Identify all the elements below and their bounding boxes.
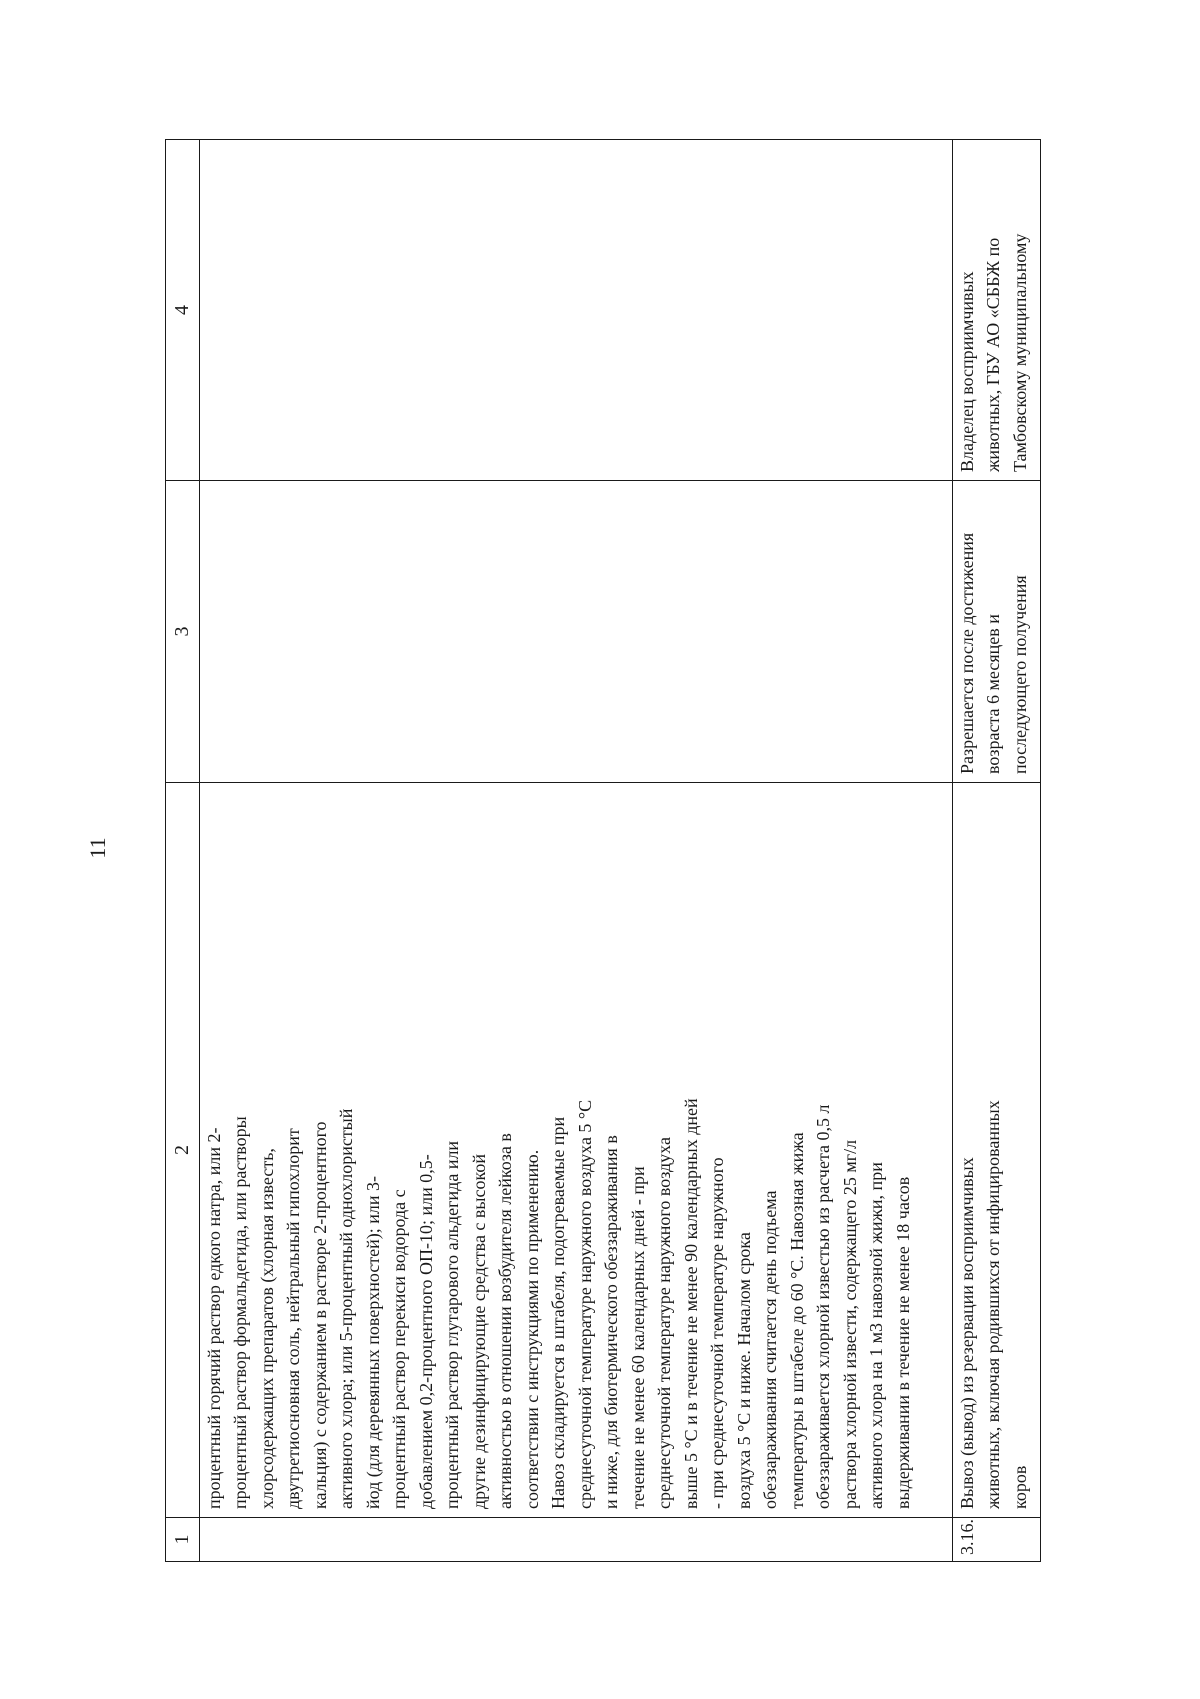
table-row: [199, 140, 952, 1562]
text-line: последующего получения: [1009, 575, 1030, 774]
text-line: активностью в отношении возбудителя лейкоза в: [495, 1133, 516, 1509]
text-line: среднесуточной температуре наружного воздуха 5 °С: [574, 1099, 595, 1509]
text-line: хлорсодержащих препаратов (хлорная известь,: [256, 1148, 277, 1509]
text-line: обеззараживается хлорной известью из расчета 0,5 л: [813, 1104, 834, 1509]
header-col-1: 1: [166, 1518, 200, 1562]
text-line: двутретиосновная соль, нейтральный гипохлорит: [283, 1128, 304, 1509]
text-line: выдерживании в течение не менее 18 часов: [892, 1176, 913, 1509]
text-line: активного хлора на 1 м3 навозной жижи, при: [866, 1162, 887, 1509]
text-line: течение не менее 60 календарных дней - при: [627, 1166, 648, 1509]
text-line: другие дезинфицирующие средства с высокой: [468, 1154, 489, 1509]
text-line: процентный раствор формальдегида, или растворы: [230, 1116, 251, 1509]
text-line: животных, ГБУ АО «СББЖ по: [983, 237, 1004, 472]
header-col-2: 2: [166, 783, 200, 1518]
text-line: Навоз складируется в штабеля, подогреваемые при: [548, 1116, 569, 1509]
text-line: среднесуточной температуре наружного воздуха: [654, 1137, 675, 1509]
text-line: животных, включая родившихся от инфицированных: [983, 1100, 1004, 1509]
text-line: выше 5 °С и в течение не менее 90 календарных дней: [680, 1098, 701, 1509]
text-line: и ниже, для биотермического обеззараживания в: [601, 1135, 622, 1509]
header-col-3: 3: [166, 481, 200, 783]
text-line: кальция) с содержанием в растворе 2-процентного: [309, 1121, 330, 1509]
row-number-cell: [199, 1518, 952, 1562]
text-line: процентный раствор перекиси водорода с: [389, 1189, 410, 1509]
text-line: активного хлора; или 5-процентный однохлористый: [336, 1108, 357, 1509]
row-number-cell: 3.16.: [952, 1518, 1040, 1562]
page-number: 11: [85, 837, 110, 859]
header-row: [166, 140, 200, 1562]
text-line: соответствии с инструкциями по применению.: [521, 1149, 542, 1509]
text-line: Тамбовскому муниципальному: [1009, 233, 1030, 472]
measure-description-cell: [199, 783, 952, 1518]
text-line: - при среднесуточной температуре наружного: [707, 1157, 728, 1509]
text-line: воздуха 5 °С и ниже. Началом срока: [733, 1232, 754, 1509]
text-line: Вывоз (вывод) из резервации восприимчивых: [956, 1157, 977, 1509]
text-line: температуры в штабеле до 60 °С. Навозная жижа: [786, 1132, 807, 1509]
measure-description-cell: [952, 783, 1040, 1518]
text-line: процентный раствор глутарового альдегида или: [442, 1140, 463, 1509]
measures-table: [165, 139, 1041, 1562]
text-line: коров: [1009, 1465, 1030, 1509]
responsible-cell: [199, 140, 952, 481]
text-line: возраста 6 месяцев и: [983, 614, 1004, 774]
timing-cell: [952, 481, 1040, 783]
text-line: добавлением 0,2-процентного ОП-10; или 0,5-: [415, 1154, 436, 1509]
table-row: [952, 140, 1040, 1562]
text-line: процентный горячий раствор едкого натра, или 2-: [203, 1127, 224, 1509]
text-line: Разрешается после достижения: [956, 532, 977, 774]
text-line: обеззараживания считается день подъема: [760, 1190, 781, 1509]
text-line: раствора хлорной извести, содержащего 25 мг/л: [839, 1139, 860, 1509]
responsible-cell: [952, 140, 1040, 481]
header-col-4: 4: [166, 140, 200, 481]
text-line: Владелец восприимчивых: [956, 271, 977, 472]
timing-cell: [199, 481, 952, 783]
text-line: йод (для деревянных поверхностей); или 3-: [362, 1175, 383, 1509]
